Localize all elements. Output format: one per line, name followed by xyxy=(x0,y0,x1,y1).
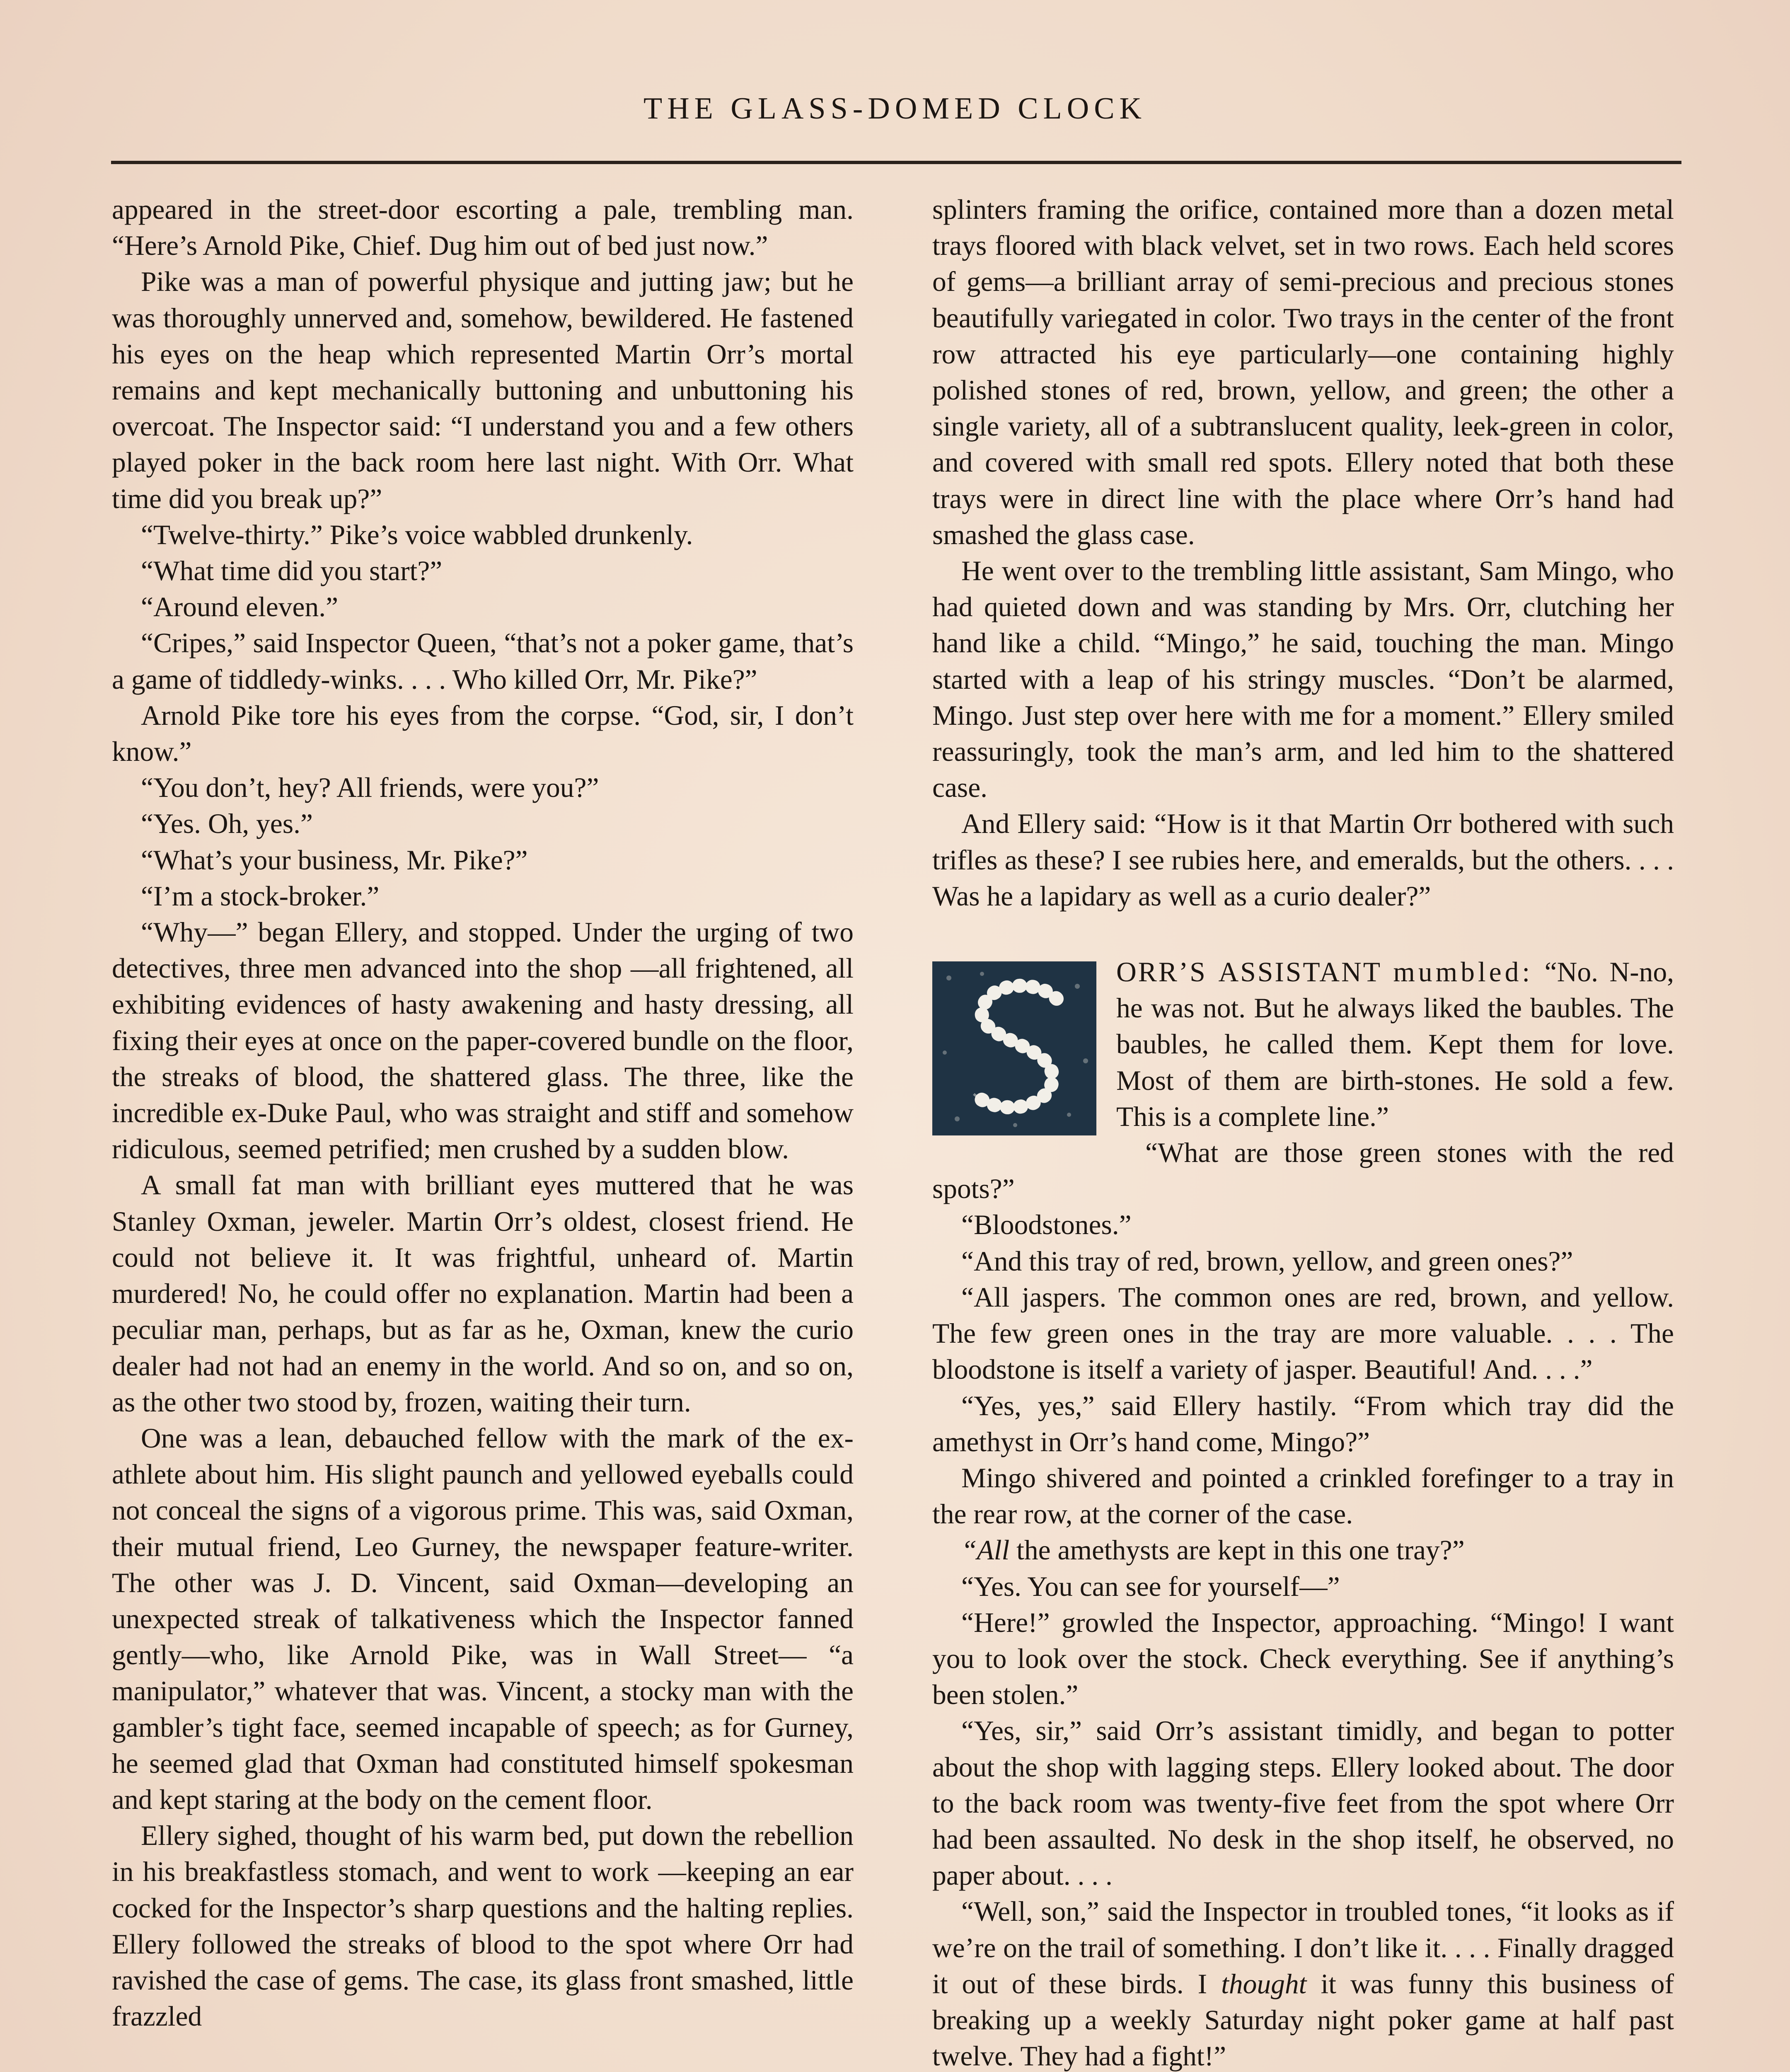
paragraph: “Here!” growled the Inspector, approaching. “Mingo! I want you to look over the stock. Check everything. See if anything’s been stolen.” xyxy=(932,1607,1674,1711)
paragraph: “Around eleven.” xyxy=(141,591,339,623)
paragraph: “Yes. You can see for yourself—” xyxy=(961,1571,1340,1602)
paragraph: “Yes. Oh, yes.” xyxy=(141,808,313,840)
header-rule xyxy=(111,161,1681,164)
emphasis: thought xyxy=(1221,1968,1307,1999)
paragraph: Pike was a man of powerful physique and jutting jaw; but he was thoroughly unnerved and, somehow, bewildered. He fastened his eyes on the heap which represented Martin Orr’s mortal remains and kept mechanically buttoning and unbuttoning his overcoat. The Inspector said: “I understand you and a few others played poker in the back room here last night. With Orr. What time did you break up?” xyxy=(112,266,854,514)
paragraph xyxy=(932,1893,1674,2072)
paragraph: “Bloodstones.” xyxy=(961,1209,1132,1241)
paragraph: appeared in the street-door escorting a pale, trembling man. “Here’s Arnold Pike, Chief. Dug him out of bed just now.” xyxy=(112,194,854,261)
section-lead-spaced: mumbled: xyxy=(1393,956,1534,988)
paragraph: “All jaspers. The common ones are red, brown, and yellow. The few green ones in the tray are more valuable. . . . The bloodstone is itself a variety of jasper. Beautiful! And. . . .” xyxy=(932,1281,1674,1385)
paragraph: Mingo shivered and pointed a crinkled forefinger to a tray in the rear row, at the corner of the case. xyxy=(932,1462,1674,1530)
paragraph: Ellery sighed, thought of his warm bed, put down the rebellion in his breakfastless stomach, and went to work —keeping an ear cocked for the Inspector’s sharp questions and the halting replies. Ellery followed the streaks of blood to the spot where Orr had ravished the case of gems. The case, its glass front smashed, little frazzled xyxy=(112,1820,854,2032)
paragraph: One was a lean, debauched fellow with the mark of the ex-athlete about him. His slight paunch and yellowed eyeballs could not conceal the signs of a vigorous prime. This was, said Oxman, their mutual friend, Leo Gurney, the newspaper feature-writer. The other was J. D. Vincent, said Oxman—developing an unexpected streak of talkativeness which the Inspector fanned gently—who, like Arnold Pike, was in Wall Street— “a manipulator,” whatever that was. Vincent, a stocky man with the gambler’s tight face, seemed incapable of speech; as for Gurney, he seemed glad that Oxman had constituted himself spokesman and kept staring at the body on the cement floor. xyxy=(112,1422,854,1815)
paragraph: Arnold Pike tore his eyes from the corpse. “God, sir, I don’t know.” xyxy=(112,700,854,767)
paragraph: And Ellery said: “How is it that Martin Orr bothered with such trifles as these? I see rubies here, and emeralds, but the others. . . . Was he a lapidary as well as a curio dealer?” xyxy=(932,808,1674,912)
paragraph: “Yes, sir,” said Orr’s assistant timidly, and began to potter about the shop with lagging steps. Ellery looked about. The door to the back room was twenty-five feet from the spot where Orr had been assaulted. No desk in the shop itself, he observed, no paper about. . . . xyxy=(932,1715,1674,1891)
paragraph: “Yes, yes,” said Ellery hastily. “From which tray did the amethyst in Orr’s hand come, Mingo?” xyxy=(932,1390,1674,1457)
paragraph: He went over to the trembling little assistant, Sam Mingo, who had quieted down and was standing by Mrs. Orr, clutching her hand like a child. “Mingo,” he said, touching the man. Mingo started with a leap of his stringy muscles. “Don’t be alarmed, Mingo. Just step over here with me for a moment.” Ellery smiled reassuringly, took the man’s arm, and led him to the shattered case. xyxy=(932,555,1674,804)
left-column xyxy=(112,191,854,2034)
paragraph: “I’m a stock-broker.” xyxy=(141,880,380,912)
paragraph-text: the amethysts are kept in this one tray?” xyxy=(1009,1535,1465,1566)
emphasis: “All xyxy=(961,1535,1010,1566)
section-lead-text: “No. N-no, he was not. But he always liked the baubles. The baubles, he called them. Kept them for love. Most of them are birth-stones. He sold a few. This is a complete line.” xyxy=(1116,956,1674,1132)
paragraph: “Twelve-thirty.” Pike’s voice wabbled drunkenly. xyxy=(141,519,693,550)
paragraph: “You don’t, hey? All friends, were you?” xyxy=(141,772,599,804)
right-column xyxy=(932,191,1674,2072)
paragraph: “What time did you start?” xyxy=(141,555,443,587)
paragraph: “What are those green stones with the red spots?” xyxy=(932,1137,1674,1205)
paragraph: “What’s your business, Mr. Pike?” xyxy=(141,844,528,876)
section-opening-paragraph xyxy=(932,954,1674,1135)
paragraph-text: “Well, son,” said the Inspector in troubled tones, “it looks as if we’re on the trail of something. I don’t like it. . . . Finally dragged it out of these birds. I xyxy=(932,1896,1674,1999)
section-lead-caps: ORR’S ASSISTANT xyxy=(1116,956,1382,988)
paragraph: A small fat man with brilliant eyes muttered that he was Stanley Oxman, jeweler. Martin Orr’s oldest, closest friend. He could not believe it. It was frightful, unheard of. Martin murdered! No, he could offer no explanation. Martin had been a peculiar man, perhaps, but as far as he, Oxman, knew the curio dealer had not had an enemy in the world. And so on, and so on, as the other two stood by, frozen, waiting their turn. xyxy=(112,1169,854,1418)
paragraph: splinters framing the orifice, contained more than a dozen metal trays floored with black velvet, set in two rows. Each held scores of gems—a brilliant array of semi-precious and precious stones beautifully variegated in color. Two trays in the center of the front row attracted his eye particularly—one containing highly polished stones of red, brown, yellow, and green; the other a single variety, all of a subtranslucent quality, leek-green in color, and covered with small red spots. Ellery noted that both these trays were in direct line with the place where Orr’s hand had smashed the glass case. xyxy=(932,194,1674,550)
ornamental-letter-s-icon xyxy=(932,961,1096,1135)
paragraph xyxy=(932,1532,1674,1568)
paragraph-text: it was funny this business of breaking up a weekly Saturday night poker game at half past twelve. They had a fight!” xyxy=(932,1968,1674,2072)
paragraph: “Cripes,” said Inspector Queen, “that’s not a poker game, that’s a game of tiddledy-winks. . . . Who killed Orr, Mr. Pike?” xyxy=(112,627,854,695)
running-title: THE GLASS-DOMED CLOCK xyxy=(643,92,1147,126)
paragraph: “Why—” began Ellery, and stopped. Under the urging of two detectives, three men advanced into the shop —all frightened, all exhibiting evidences of hasty awakening and hasty dressing, all fixing their eyes at once on the paper-covered bundle on the floor, the streaks of blood, the shattered glass. The three, like the incredible ex-Duke Paul, who was straight and stiff and somehow ridiculous, seemed petrified; men crushed by a sudden blow. xyxy=(112,917,854,1165)
paragraph: “And this tray of red, brown, yellow, and green ones?” xyxy=(961,1245,1573,1277)
